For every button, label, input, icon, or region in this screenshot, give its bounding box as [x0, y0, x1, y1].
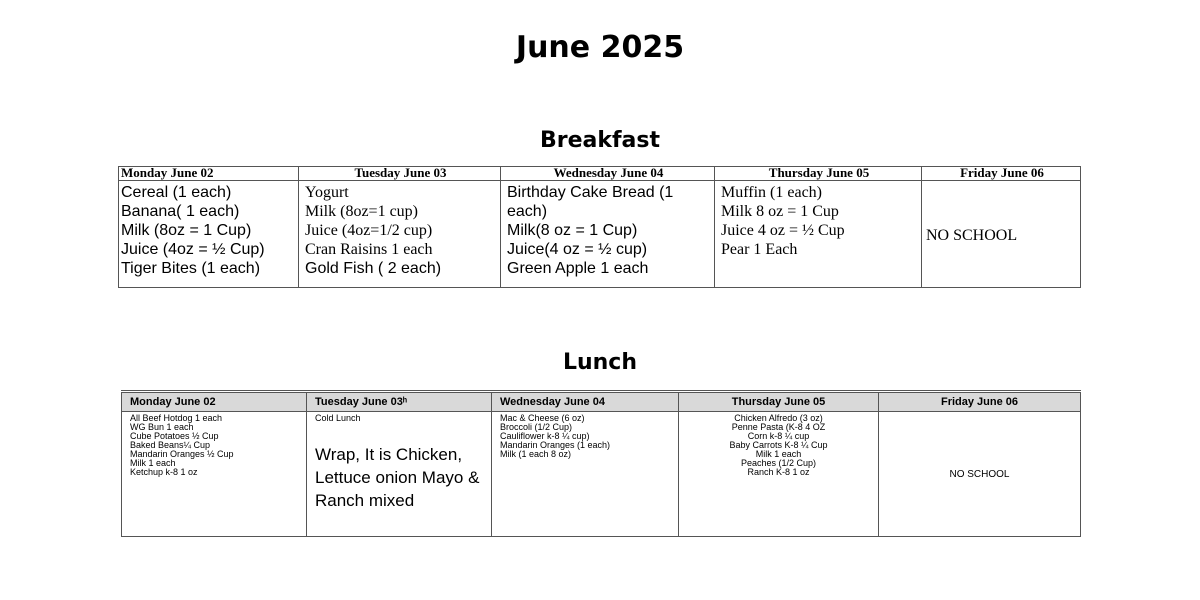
menu-item: Muffin (1 each) [721, 184, 822, 201]
breakfast-cell-thursday [715, 181, 922, 288]
lunch-cell-tuesday [307, 412, 492, 537]
menu-item: Broccoli (1/2 Cup) [500, 422, 573, 432]
breakfast-day-header: Monday June 02 [119, 167, 299, 181]
menu-item: Tiger Bites (1 each) [121, 260, 261, 277]
breakfast-cell-friday: NO SCHOOL [922, 181, 1081, 288]
menu-item: Milk (8oz=1 cup) [305, 203, 418, 220]
menu-item: Peaches (1/2 Cup) [740, 458, 817, 468]
lunch-cell-thursday [679, 412, 879, 537]
lunch-day-header: Tuesday June 03ʰ [307, 392, 492, 412]
menu-item: Juice 4 oz = ½ Cup [721, 222, 845, 239]
menu-item: Milk 1 each [130, 458, 176, 468]
lunch-header-row [122, 392, 1081, 412]
lunch-cell-friday: NO SCHOOL [879, 412, 1081, 537]
menu-item: WG Bun 1 each [130, 422, 194, 432]
lunch-table [121, 390, 1081, 537]
menu-item: Mandarin Oranges ½ Cup [130, 449, 234, 459]
menu-item: Ketchup k-8 1 oz [130, 467, 198, 477]
lunch-day-header: Thursday June 05 [679, 392, 879, 412]
breakfast-cell-wednesday [501, 181, 715, 288]
menu-item: Milk 1 each [755, 449, 802, 459]
menu-item: Banana( 1 each) [121, 203, 240, 220]
menu-item: Ranch K-8 1 oz [747, 467, 810, 477]
breakfast-day-header: Tuesday June 03 [299, 167, 501, 181]
breakfast-day-header: Thursday June 05 [715, 167, 922, 181]
breakfast-menu-row [119, 181, 1081, 288]
lunch-day-header: Monday June 02 [122, 392, 307, 412]
menu-item: Birthday Cake Bread (1 each) [507, 184, 674, 220]
lunch-cell-monday [122, 412, 307, 537]
menu-item: Milk 8 oz = 1 Cup [721, 203, 839, 220]
menu-item: Gold Fish ( 2 each) [305, 260, 442, 277]
menu-item: Corn k-8 ¼ cup [747, 431, 810, 441]
breakfast-day-header: Wednesday June 04 [501, 167, 715, 181]
menu-item: Milk(8 oz = 1 Cup) [507, 222, 638, 239]
menu-item: All Beef Hotdog 1 each [130, 413, 223, 423]
menu-item: Green Apple 1 each [507, 260, 649, 277]
menu-item: Juice(4 oz = ½ cup) [507, 241, 648, 258]
menu-item: Cereal (1 each) [121, 184, 232, 201]
breakfast-cell-tuesday [299, 181, 501, 288]
menu-item: Baked Beans¼ Cup [130, 440, 211, 450]
menu-item: Milk (1 each 8 oz) [500, 449, 572, 459]
menu-note: Wrap, It is Chicken, Lettuce onion Mayo & Ranch mixed [315, 445, 480, 510]
menu-item: Penne Pasta (K-8 4 OZ [731, 422, 826, 432]
menu-item: Milk (8oz = 1 Cup) [121, 222, 252, 239]
menu-item: Cold Lunch [315, 413, 361, 423]
menu-item: Juice (4oz = ½ Cup) [121, 241, 265, 258]
menu-item: Cube Potatoes ½ Cup [130, 431, 219, 441]
menu-item: Pear 1 Each [721, 241, 798, 258]
menu-item: Chicken Alfredo (3 oz) [734, 413, 823, 423]
page-title: June 2025 [515, 30, 685, 65]
breakfast-cell-monday [119, 181, 299, 288]
breakfast-header-row [119, 167, 1081, 181]
breakfast-day-header: Friday June 06 [922, 167, 1081, 181]
menu-item: Yogurt [305, 184, 349, 201]
breakfast-heading: Breakfast [539, 128, 661, 153]
breakfast-table [118, 166, 1081, 288]
menu-item: Mac & Cheese (6 oz) [500, 413, 585, 423]
lunch-cell-wednesday [492, 412, 679, 537]
menu-item: Cran Raisins 1 each [305, 241, 433, 258]
menu-item: Mandarin Oranges (1 each) [500, 440, 611, 450]
menu-item: Juice (4oz=1/2 cup) [305, 222, 433, 239]
lunch-day-header: Wednesday June 04 [492, 392, 679, 412]
lunch-day-header: Friday June 06 [879, 392, 1081, 412]
menu-item: Baby Carrots K-8 ¼ Cup [729, 440, 828, 450]
lunch-menu-row [122, 412, 1081, 537]
lunch-heading: Lunch [562, 350, 638, 375]
menu-item: Cauliflower k-8 ¼ cup) [500, 431, 590, 441]
